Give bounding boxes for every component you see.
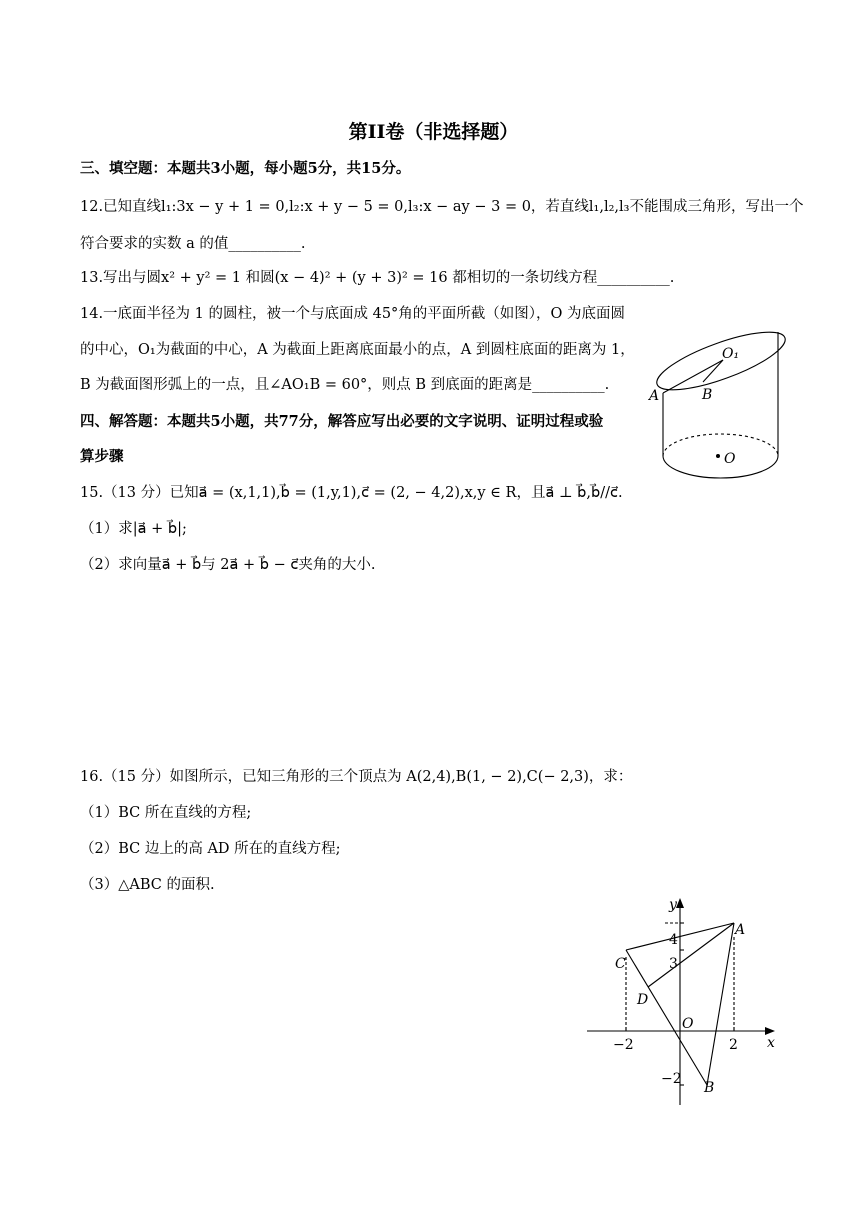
q16-part1: （1）BC 所在直线的方程; bbox=[80, 805, 252, 821]
cylinder-figure bbox=[645, 318, 790, 488]
q15-part1: （1）求|a⃗ + b⃗|; bbox=[80, 521, 187, 537]
label-b: B bbox=[702, 387, 713, 403]
q12-line1: 12.已知直线l₁:3x − y + 1 = 0,l₂:x + y − 5 = 0,l₃:x − ay − 3 = 0，若直线l₁,l₂,l₃不能围成三角形，写出一个 bbox=[80, 199, 804, 215]
triangle-figure bbox=[585, 893, 785, 1108]
tick-label-x-neg2: −2 bbox=[613, 1037, 634, 1053]
q15-stem: 15.（13 分）已知a⃗ = (x,1,1),b⃗ = (1,y,1),c⃗ = (2, − 4,2),x,y ∈ R，且a⃗ ⊥ b⃗,b⃗//c⃗. bbox=[80, 485, 623, 501]
foot-label-d: D bbox=[637, 992, 649, 1008]
part4-heading-line1: 四、解答题：本题共5小题，共77分，解答应写出必要的文字说明、证明过程或验 bbox=[80, 413, 604, 430]
part3-heading: 三、填空题：本题共3小题，每小题5分，共15分。 bbox=[80, 160, 411, 177]
x-axis-arrow bbox=[765, 1027, 775, 1035]
axis-label-x: x bbox=[767, 1035, 775, 1051]
tick-label-x-2: 2 bbox=[729, 1037, 738, 1053]
q15-part2: （2）求向量a⃗ + b⃗与 2a⃗ + b⃗ − c⃗夹角的大小. bbox=[80, 557, 376, 573]
point-o bbox=[716, 454, 720, 458]
q14-line2: 的中心，O₁为截面的中心，A 为截面上距离底面最小的点，A 到圆柱底面的距离为 1， bbox=[80, 342, 635, 358]
side-bc bbox=[626, 950, 707, 1085]
label-a: A bbox=[649, 388, 660, 404]
origin-label: O bbox=[682, 1016, 694, 1032]
part4-heading-line2: 算步骤 bbox=[80, 448, 124, 465]
vertex-label-a: A bbox=[735, 922, 746, 938]
label-o1: O₁ bbox=[722, 346, 740, 362]
q13-line1: 13.写出与圆x² + y² = 1 和圆(x − 4)² + (y + 3)² = 16 都相切的一条切线方程__________. bbox=[80, 270, 675, 286]
tick-label-y-3: 3 bbox=[669, 956, 678, 972]
q12-line2: 符合要求的实数 a 的值__________. bbox=[80, 236, 306, 252]
base-front-arc bbox=[663, 456, 778, 478]
vertex-label-c: C bbox=[615, 956, 626, 972]
base-back-arc bbox=[663, 434, 778, 456]
axis-label-y: y bbox=[669, 897, 677, 913]
tick-label-y-neg2: −2 bbox=[661, 1071, 682, 1087]
label-o: O bbox=[724, 451, 736, 467]
y-axis-arrow bbox=[676, 898, 684, 908]
segment-b-o1 bbox=[703, 360, 723, 382]
section-title: 第II卷（非选择题） bbox=[348, 121, 519, 143]
q14-line1: 14.一底面半径为 1 的圆柱，被一个与底面成 45°角的平面所截（如图），O 为底面圆 bbox=[80, 306, 626, 322]
vertex-label-b: B bbox=[704, 1080, 715, 1096]
q16-stem: 16.（15 分）如图所示，已知三角形的三个顶点为 A(2,4),B(1, − 2),C(− 2,3)，求： bbox=[80, 769, 633, 785]
tick-label-y-4: 4 bbox=[669, 932, 678, 948]
q16-part3: （3）△ABC 的面积. bbox=[80, 877, 215, 893]
q16-part2: （2）BC 边上的高 AD 所在的直线方程; bbox=[80, 841, 341, 857]
side-ab bbox=[707, 923, 734, 1085]
altitude-ad bbox=[648, 923, 734, 987]
q14-line3: B 为截面图形弧上的一点，且∠AO₁B = 60°，则点 B 到底面的距离是__________. bbox=[80, 377, 610, 393]
